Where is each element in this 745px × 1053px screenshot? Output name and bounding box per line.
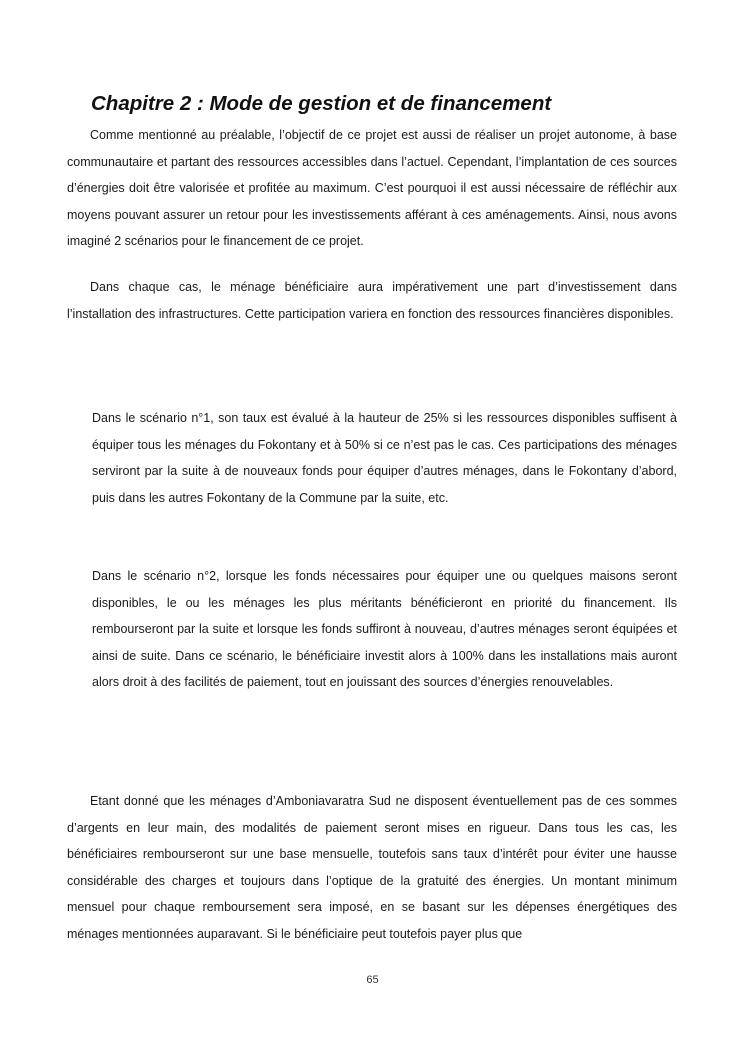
page-number: 65 <box>366 974 379 986</box>
paragraph-scenario-2: Dans le scénario n°2, lorsque les fonds nécessaires pour équiper une ou quelques maisons seront disponibles, le ou les ménages les plus méritants bénéficieront en priorité du financement. Ils rembourseront par la suite et lorsque les fonds suffiront à nouveau, d’autres ménages seront équipées et ainsi de suite. Dans ce scénario, le bénéficiaire investit alors à 100% dans les installations mais auront alors droit à des facilités de paiement, tout en jouissant des sources d’énergies renouvelables. <box>92 569 677 690</box>
paragraph-payment-terms: Etant donné que les ménages d’Amboniavaratra Sud ne disposent éventuellement pas de ces sommes d’argents en leur main, des modalités de paiement seront mises en rigueur. Dans tous les cas, les bénéficiaires rembourseront sur une base mensuelle, toutefois sans taux d’intérêt pour éviter une hausse considérable des charges et toujours dans l’optique de la gratuité des énergies. Un montant minimum mensuel pour chaque remboursement sera imposé, en se basant sur les dépenses énergétiques des ménages mentionnées auparavant. Si le bénéficiaire peut toutefois payer plus que <box>67 794 677 941</box>
paragraph-objective: Comme mentionné au préalable, l’objectif de ce projet est aussi de réaliser un projet autonome, à base communautaire et partant des ressources accessibles dans l’actuel. Cependant, l’implantation de ces sources d’énergies doit être valorisée et profitée au maximum. C’est pourquoi il est aussi nécessaire de réfléchir aux moyens pouvant assurer un retour pour les investissements afférant à ces aménagements. Ainsi, nous avons imaginé 2 scénarios pour le financement de ce projet. <box>67 128 677 249</box>
chapter-heading: Chapitre 2 : Mode de gestion et de financement <box>91 92 552 115</box>
paragraph-household-participation: Dans chaque cas, le ménage bénéficiaire aura impérativement une part d’investissement dans l’installation des infrastructures. Cette participation variera en fonction des ressources financières disponibles. <box>67 280 677 321</box>
paragraph-scenario-1: Dans le scénario n°1, son taux est évalué à la hauteur de 25% si les ressources disponibles suffisent à équiper tous les ménages du Fokontany et à 50% si ce n’est pas le cas. Ces participations des ménages serviront par la suite à de nouveaux fonds pour équiper d’autres ménages, dans le Fokontany d’abord, puis dans les autres Fokontany de la Commune par la suite, etc. <box>92 411 677 505</box>
